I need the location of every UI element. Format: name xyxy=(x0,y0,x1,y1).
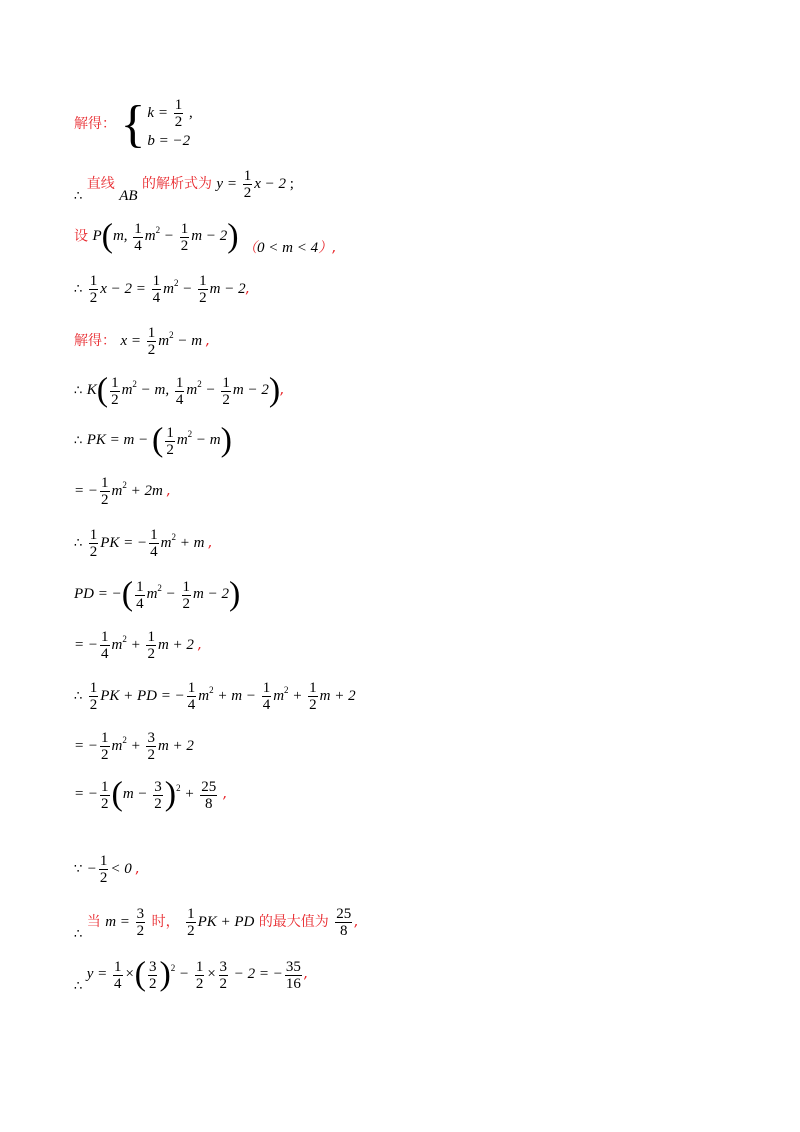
equation-ab: y = $\frac{1}{2}$ x − 2 ; xyxy=(216,168,294,201)
line-9 xyxy=(74,527,213,560)
sum-expression: $\frac{1}{2}$ PK + PD = − $\frac{1}{4}$ $m^2 + m$ − $\frac{1}{4}$ $m^2$ + $\frac{1}{2}$ m + 2 xyxy=(89,680,356,713)
therefore-symbol: ∴ xyxy=(74,188,83,204)
therefore-symbol: ∴ xyxy=(74,433,83,449)
segment-ab: AB xyxy=(119,187,138,204)
line-10 xyxy=(74,578,240,612)
y-value: y = $\frac{1}{4}$ ×( $\frac{3}{2}$ )$^2$ − $\frac{1}{2}$ × $\frac{3}{2}$ − 2 = − $\frac{35}{16}$ , xyxy=(86,956,309,993)
line-3 xyxy=(74,218,337,257)
therefore-symbol: ∴ xyxy=(74,688,83,704)
line-15 xyxy=(74,853,140,886)
label-expression: 的解析式为 xyxy=(141,175,212,192)
because-symbol: ∵ xyxy=(74,861,83,877)
line-8 xyxy=(74,475,171,508)
line-12 xyxy=(74,680,356,713)
label-max-value: 的最大值为 xyxy=(258,913,329,930)
point-p: P(m, $\frac{1}{4}$ $m^2$ − $\frac{1}{2}$ m − 2) xyxy=(92,218,239,255)
line-13 xyxy=(74,730,194,763)
sum-simplified: = − $\frac{1}{2}$ $m^2$ + $\frac{3}{2}$ m + 2 xyxy=(74,730,194,763)
line-5 xyxy=(74,325,210,358)
line-1 xyxy=(74,97,193,152)
pd-expression: PD = −( $\frac{1}{4}$ $m^2$ − $\frac{1}{2}$ m − 2) xyxy=(74,576,241,613)
system-k-b: { k = $\frac{1}{2}$ , b = −2 xyxy=(120,95,193,153)
condition-m: （0 < m < 4）, xyxy=(243,240,337,257)
line-17 xyxy=(74,956,309,995)
m-value: m = $\frac{3}{2}$ xyxy=(105,906,145,939)
label-when: 当 xyxy=(86,913,101,930)
line-11 xyxy=(74,629,202,662)
max-value: $\frac{25}{8}$ , xyxy=(336,906,359,939)
half-pk: $\frac{1}{2}$ PK = − $\frac{1}{4}$ $m^2 + m$ , xyxy=(89,527,213,560)
equation-x: $\frac{1}{2}$ x − 2 = $\frac{1}{4}$ $m^2$ − $\frac{1}{2}$ m − 2, xyxy=(89,273,251,306)
line-7 xyxy=(74,424,232,458)
target-expression: $\frac{1}{2}$ PK + PD xyxy=(187,906,255,939)
therefore-symbol: ∴ xyxy=(74,979,83,995)
pd-simplified: = − $\frac{1}{4}$ $m^2$ + $\frac{1}{2}$ m + 2 , xyxy=(74,629,203,662)
label-let: 设 xyxy=(74,228,88,245)
line-2 xyxy=(74,168,294,204)
point-k: K( $\frac{1}{2}$ $m^2 - m$, $\frac{1}{4}$ $m^2$ − $\frac{1}{2}$ m − 2), xyxy=(86,372,285,409)
label-line: 直线 xyxy=(86,175,115,192)
line-14 xyxy=(74,778,227,812)
pk-simplified: = − $\frac{1}{2}$ $m^2 + 2m$ , xyxy=(74,475,172,508)
coefficient-negative: − $\frac{1}{2}$ < 0 , xyxy=(86,853,140,886)
therefore-symbol: ∴ xyxy=(74,281,83,297)
label-solve-1: 解得： xyxy=(74,115,116,132)
vertex-form: = − $\frac{1}{2}$ (m − $\frac{3}{2}$ )$^2$ + $\frac{25}{8}$ , xyxy=(74,776,228,813)
therefore-symbol: ∴ xyxy=(74,535,83,551)
therefore-symbol: ∴ xyxy=(74,926,83,942)
label-then: 时， xyxy=(151,913,180,930)
line-6 xyxy=(74,374,285,408)
pk-expression: PK = m − ( $\frac{1}{2}$ $m^2 - m$) xyxy=(86,422,232,459)
line-4 xyxy=(74,273,250,306)
label-solve-2: 解得： xyxy=(74,332,116,349)
solution-x: x = $\frac{1}{2}$ $m^2 - m$ , xyxy=(120,325,211,358)
therefore-symbol: ∴ xyxy=(74,383,83,399)
line-16 xyxy=(74,906,359,942)
